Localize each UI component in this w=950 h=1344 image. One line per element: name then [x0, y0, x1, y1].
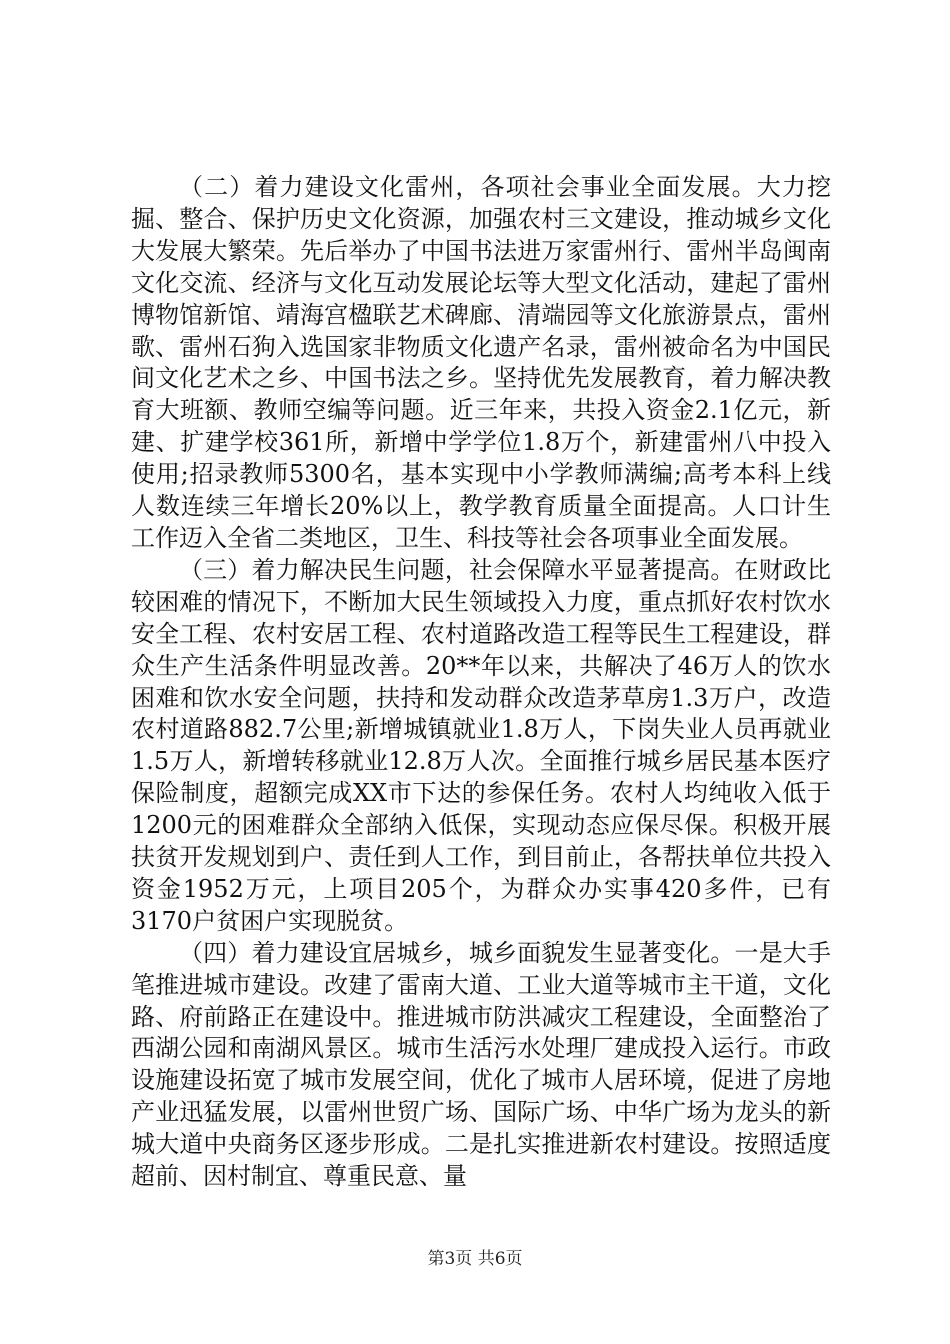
paragraph-urban-rural: （四）着力建设宜居城乡，城乡面貌发生显著变化。一是大手笔推进城市建设。改建了雷南大道、工业大道等城市主干道，文化路、府前路正在建设中。推进城市防洪减灾工程建设，全面整治了西湖公园和南湖风景区。城市生活污水处理厂建成投入运行。市政设施建设拓宽了城市发展空间，优化了城市人居环境，促进了房地产业迅猛发展，以雷州世贸广场、国际广场、中华广场为龙头的新城大道中央商务区逐步形成。二是扎实推进新农村建设。按照适度超前、因村制宜、尊重民意、量 [131, 938, 831, 1191]
paragraph-culture: （二）着力建设文化雷州，各项社会事业全面发展。大力挖掘、整合、保护历史文化资源，加强农村三文建设，推动城乡文化大发展大繁荣。先后举办了中国书法进万家雷州行、雷州半岛闽南文化交流、经济与文化互动发展论坛等大型文化活动，建起了雷州博物馆新馆、靖海宫楹联艺术碑廊、清端园等文化旅游景点，雷州歌、雷州石狗入选国家非物质文化遗产名录，雷州被命名为中国民间文化艺术之乡、中国书法之乡。坚持优先发展教育，着力解决教育大班额、教师空编等问题。近三年来，共投入资金2.1亿元，新建、扩建学校361所，新增中学学位1.8万个，新建雷州八中投入使用;招录教师5300名，基本实现中小学教师满编;高考本科上线人数连续三年增长20%以上，教学教育质量全面提高。人口计生工作迈入全省二类地区，卫生、科技等社会各项事业全面发展。 [131, 173, 831, 552]
paragraph-livelihood: （三）着力解决民生问题，社会保障水平显著提高。在财政比较困难的情况下，不断加大民生领域投入力度，重点抓好农村饮水安全工程、农村安居工程、农村道路改造工程等民生工程建设，群众生产生活条件明显改善。20**年以来，共解决了46万人的饮水困难和饮水安全问题，扶持和发动群众改造茅草房1.3万户，改造农村道路882.7公里;新增城镇就业1.8万人，下岗失业人员再就业1.5万人，新增转移就业12.8万人次。全面推行城乡居民基本医疗保险制度，超额完成XX市下达的参保任务。农村人均纯收入低于1200元的困难群众全部纳入低保，实现动态应保尽保。积极开展扶贫开发规划到户、责任到人工作，到目前止，各帮扶单位共投入资金1952万元，上项目205个，为群众办实事420多件，已有3170户贫困户实现脱贫。 [131, 555, 831, 935]
page-number-footer: 第3页 共6页 [427, 1249, 523, 1269]
document-body [131, 172, 831, 1193]
